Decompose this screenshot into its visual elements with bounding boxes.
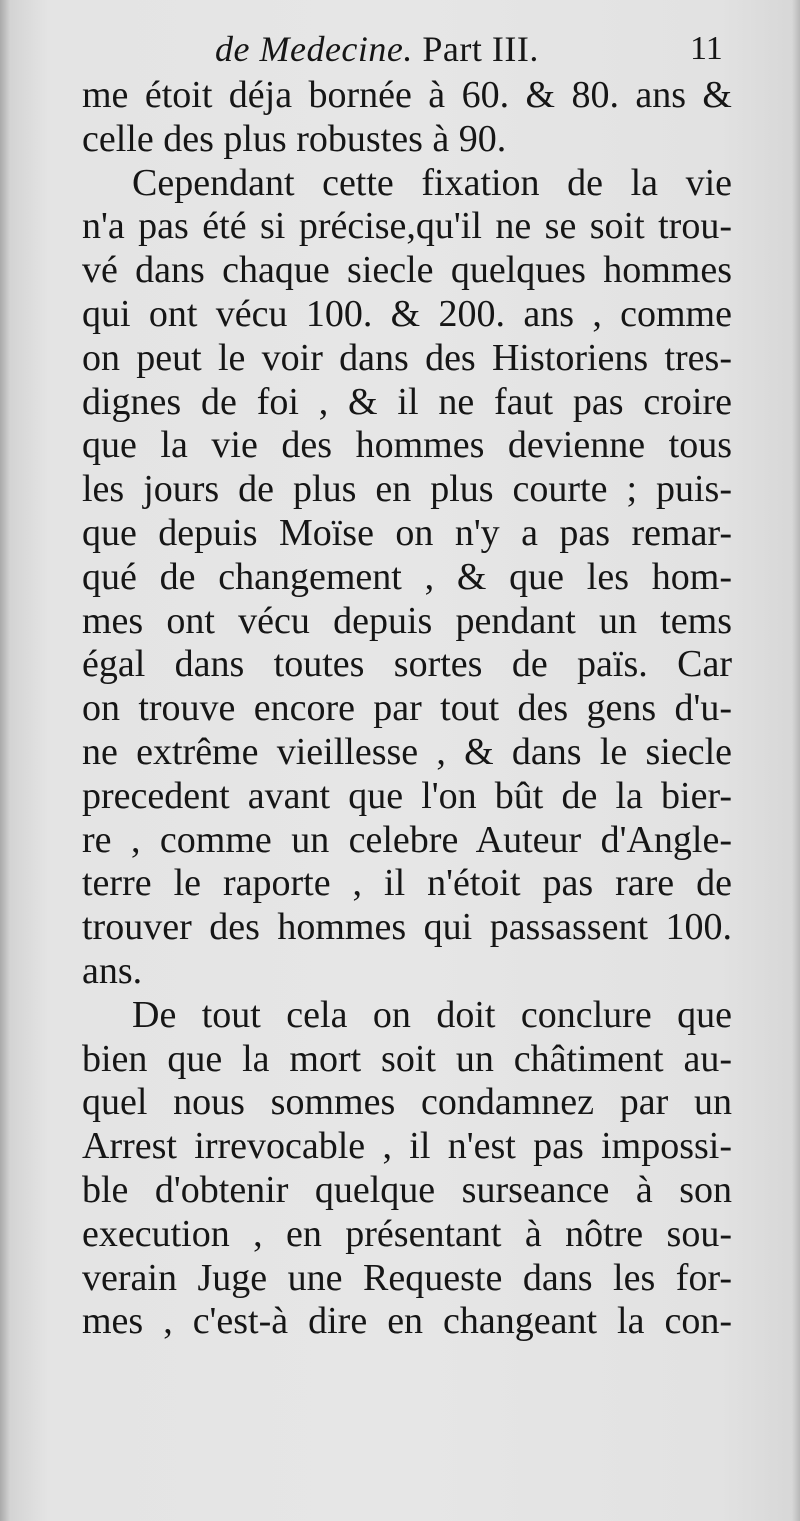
text-line: qué de changement , & que les hom- [82, 555, 732, 598]
text-line: que depuis Moïse on n'y a pas remar- [82, 511, 732, 554]
running-title [215, 28, 539, 70]
text-line: ne extrême vieillesse , & dans le siecle [82, 730, 732, 773]
text-line: precedent avant que l'on bût de la bier- [82, 774, 732, 817]
text-line: De tout cela on doit conclure que [132, 993, 732, 1036]
text-line: Arrest irrevocable , il n'est pas impossi- [82, 1125, 732, 1168]
text-line: que la vie des hommes devienne tous [82, 424, 732, 467]
text-line: re , comme un celebre Auteur d'Angle- [82, 818, 732, 861]
text-line: qui ont vécu 100. & 200. ans , comme [82, 292, 732, 335]
text-line: celle des plus robustes à 90. [82, 117, 507, 160]
text-line: on peut le voir dans des Historiens tres- [82, 336, 732, 379]
body-text [82, 74, 732, 1344]
page-edge-shadow-right [792, 0, 800, 1521]
text-line: ble d'obtenir quelque surseance à son [82, 1168, 732, 1211]
running-title-italic: de Medecine. [215, 29, 413, 69]
text-line: mes , c'est-à dire en changeant la con- [82, 1300, 732, 1343]
text-line: bien que la mort soit un châtiment au- [82, 1037, 732, 1080]
text-line: quel nous sommes condamnez par un [82, 1081, 732, 1124]
text-line: égal dans toutes sortes de païs. Car [82, 643, 732, 686]
text-line: on trouve encore par tout des gens d'u- [82, 687, 732, 730]
text-line: terre le raporte , il n'étoit pas rare de [82, 862, 732, 905]
text-line: trouver des hommes qui passassent 100. [82, 906, 732, 949]
text-line: les jours de plus en plus courte ; puis- [82, 468, 732, 511]
page-edge-shadow-left [0, 0, 10, 1521]
text-line: mes ont vécu depuis pendant un tems [82, 599, 732, 642]
text-line: verain Juge une Requeste dans les for- [82, 1256, 732, 1299]
text-line: vé dans chaque siecle quelques hommes [82, 249, 732, 292]
text-line: n'a pas été si précise,qu'il ne se soit trou- [82, 205, 732, 248]
page-number: 11 [690, 30, 723, 67]
text-line: dignes de foi , & il ne faut pas croire [82, 380, 732, 423]
text-line: execution , en présentant à nôtre sou- [82, 1212, 732, 1255]
text-line: Cependant cette fixation de la vie [132, 161, 732, 204]
text-line: ans. [82, 949, 143, 992]
running-title-part: Part III. [422, 29, 539, 69]
running-header [0, 28, 800, 78]
text-line: me étoit déja bornée à 60. & 80. ans & [82, 74, 732, 116]
